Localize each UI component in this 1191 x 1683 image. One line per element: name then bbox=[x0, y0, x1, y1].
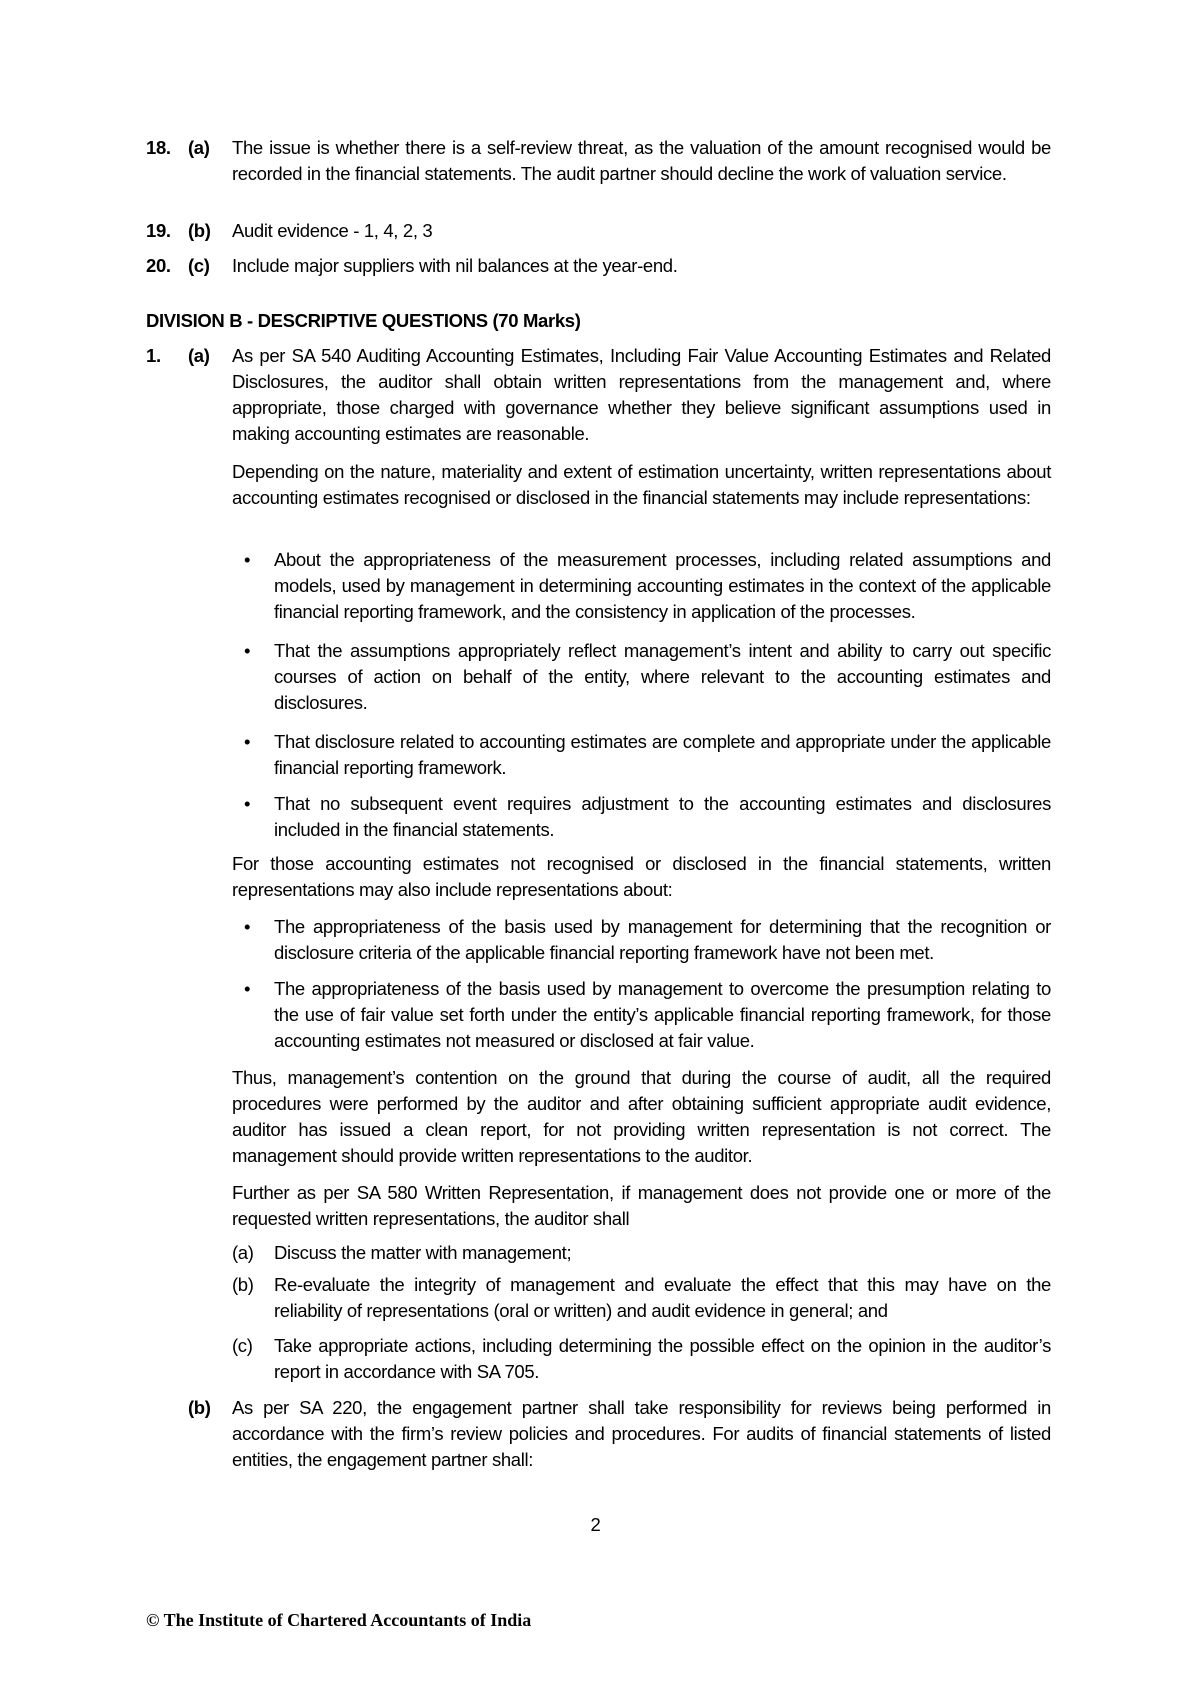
answer-option: (a) bbox=[188, 137, 210, 158]
bullet-icon: • bbox=[244, 978, 251, 999]
list-item: (c) Take appropriate actions, including determining the possible effect on the opinion in the auditor’s report in accordance with SA 705. bbox=[232, 1335, 1051, 1382]
paragraph: For those accounting estimates not recognised or disclosed in the financial statements, written representations may also include representations about: bbox=[232, 853, 1051, 900]
list-label: (c) bbox=[232, 1335, 253, 1356]
bullet-icon: • bbox=[244, 731, 251, 752]
bullet-item: • That the assumptions appropriately reflect management’s intent and ability to carry out specific courses of action on behalf of the entity, where relevant to the accounting estimates and disclosures. bbox=[244, 640, 1051, 713]
paragraph: As per SA 540 Auditing Accounting Estimates, Including Fair Value Accounting Estimates and Related Disclosures, the auditor shall obtain written representations from the management and, where appropriate, those charged with governance whether they believe significant assumptions used in making accounting estimates are reasonable. bbox=[232, 345, 1051, 444]
list-label: (b) bbox=[232, 1274, 254, 1295]
division-heading: DIVISION B - DESCRIPTIVE QUESTIONS (70 Marks) bbox=[146, 310, 581, 331]
part-label: (b) bbox=[188, 1397, 211, 1418]
paragraph: Thus, management’s contention on the ground that during the course of audit, all the required procedures were performed by the auditor and after obtaining sufficient appropriate audit evidence, auditor has issued a clean report, for not providing written representation is not correct. The management should provide written representations to the auditor. bbox=[232, 1067, 1051, 1166]
answer-number: 20. bbox=[146, 255, 171, 276]
answer-number: 18. bbox=[146, 137, 171, 158]
question-1-part-b bbox=[188, 1395, 1051, 1473]
list-item: (a) Discuss the matter with management; bbox=[232, 1240, 1051, 1266]
answer-text: The issue is whether there is a self-review threat, as the valuation of the amount recognised would be recorded in the financial statements. The audit partner should decline the work of valuation service. bbox=[232, 137, 1051, 184]
paragraph: Further as per SA 580 Written Representation, if management does not provide one or more of the requested written representations, the auditor shall bbox=[232, 1182, 1051, 1229]
bullet-item: • That disclosure related to accounting estimates are complete and appropriate under the applicable financial reporting framework. bbox=[244, 731, 1051, 778]
bullet-icon: • bbox=[244, 793, 251, 814]
answer-19 bbox=[146, 218, 1051, 244]
answer-text: Audit evidence - 1, 4, 2, 3 bbox=[232, 220, 433, 241]
part-label: (a) bbox=[188, 345, 210, 366]
bullet-item: • The appropriateness of the basis used by management to overcome the presumption relating to the use of fair value set forth under the entity’s applicable financial reporting framework, for those accounting estimates not measured or disclosed at fair value. bbox=[244, 978, 1051, 1051]
bullet-icon: • bbox=[244, 640, 251, 661]
bullet-item: • About the appropriateness of the measurement processes, including related assumptions and models, used by management in determining accounting estimates in the context of the applicable financial reporting framework, and the consistency in application of the processes. bbox=[244, 549, 1051, 622]
paragraph: As per SA 220, the engagement partner shall take responsibility for reviews being performed in accordance with the firm’s review policies and procedures. For audits of financial statements of listed entities, the engagement partner shall: bbox=[232, 1397, 1051, 1470]
answer-option: (c) bbox=[188, 255, 210, 276]
bullet-icon: • bbox=[244, 549, 251, 570]
paragraph: Depending on the nature, materiality and extent of estimation uncertainty, written representations about accounting estimates recognised or disclosed in the financial statements may include representations: bbox=[232, 461, 1051, 508]
answer-text: Include major suppliers with nil balances at the year-end. bbox=[232, 255, 678, 276]
list-label: (a) bbox=[232, 1242, 254, 1263]
page-number: 2 bbox=[590, 1514, 601, 1535]
bullet-icon: • bbox=[244, 916, 251, 937]
answer-20 bbox=[146, 253, 1051, 279]
answer-option: (b) bbox=[188, 220, 211, 241]
question-1-part-a bbox=[146, 343, 1051, 447]
bullet-item: • That no subsequent event requires adjustment to the accounting estimates and disclosures included in the financial statements. bbox=[244, 793, 1051, 840]
answer-18 bbox=[146, 135, 1051, 187]
copyright-footer: © The Institute of Chartered Accountants of India bbox=[146, 1610, 532, 1630]
question-number: 1. bbox=[146, 345, 161, 366]
bullet-item: • The appropriateness of the basis used by management for determining that the recognition or disclosure criteria of the applicable financial reporting framework have not been met. bbox=[244, 916, 1051, 963]
answer-number: 19. bbox=[146, 220, 171, 241]
list-item: (b) Re-evaluate the integrity of management and evaluate the effect that this may have on the reliability of representations (oral or written) and audit evidence in general; and bbox=[232, 1274, 1051, 1321]
